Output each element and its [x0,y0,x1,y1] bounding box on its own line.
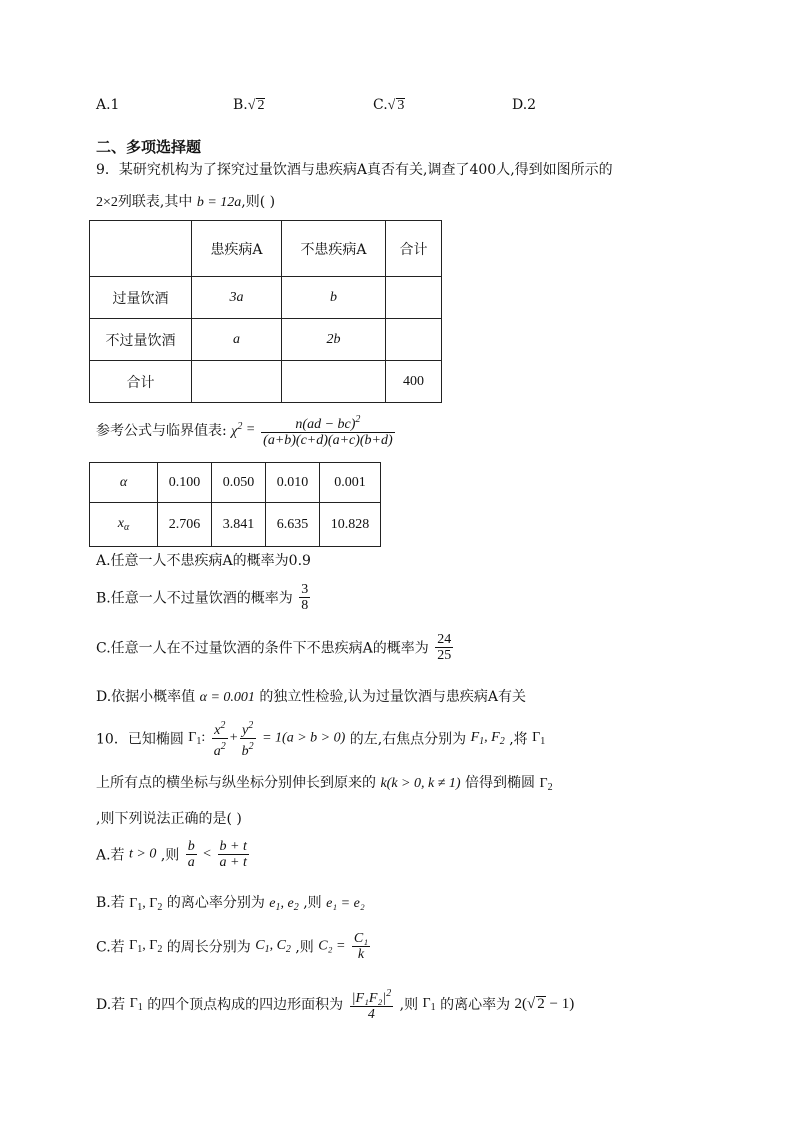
section-title: 二、多项选择题 [96,138,202,156]
critical-value-table [89,462,381,547]
table-cell: 6.635 [266,503,320,547]
table-cell [282,361,386,403]
table-cell: b [282,277,386,319]
table-cell [192,361,282,403]
table-cell [386,277,442,319]
q9-option-a: A.任意一人不患疾病A的概率为0.9 [96,553,311,569]
q8-option-c: C.√ 3 [373,97,405,113]
table-cell: α [90,463,158,503]
q8-option-a: A.1 [96,97,120,113]
q8-option-d: D.2 [512,97,537,113]
table-cell: 3a [192,277,282,319]
table-cell: 不过量饮酒 [90,319,192,361]
q8-option-b: B.√ 2 [233,97,265,113]
table-cell: 0.010 [266,463,320,503]
table-cell: 2.706 [158,503,212,547]
table-cell: 0.100 [158,463,212,503]
table-header: 患疾病A [192,221,282,277]
table-cell [386,319,442,361]
table-cell: 3.841 [212,503,266,547]
q9-stem-line2: 2×2列联表,其中 b = 12a,则( ) [96,194,276,210]
contingency-table [89,220,442,403]
q10-option-d: D.若 $\Gamma_1$ 的四个顶点构成的四边形面积为 $\frac{|F_1F_2|^2}{4}$ ,则 $\Gamma_1$ 的离心率为 2(√ 2 − 1) [96,988,575,1022]
table-cell: 10.828 [320,503,381,547]
q10-option-c: C.若 $\Gamma_1$, $\Gamma_2$ 的周长分别为 $C_1$, $C_2$ ,则 C₂ = $\frac{\text{C₁}}{k}$ [96,931,369,962]
table-cell: 2b [282,319,386,361]
q9-option-d: D.依据小概率值 α = 0.001 的独立性检验,认为过量饮酒与患疾病A有关 [96,689,526,705]
q10-stem-line3: ,则下列说法正确的是( ) [96,811,242,827]
table-cell: 400 [386,361,442,403]
table-header: 不患疾病A [282,221,386,277]
table-cell: 0.001 [320,463,381,503]
q10-stem-line1: 10．已知椭圆 $\Gamma_1$: $\frac{x^2}{a^2}$ + $\frac{y^2}{b^2}$ = 1(a > b > 0) 的左,右焦点分别为 $F_1$, $F_2$ ,将 $\Gamma_1$ [96,720,546,759]
table-cell: 0.050 [212,463,266,503]
table-cell: 过量饮酒 [90,277,192,319]
q9-option-b: B.任意一人不过量饮酒的概率为 $\frac{3}{8}$ [96,582,309,613]
table-cell: $x_\alpha$ [90,503,158,547]
chi-square-formula: 参考公式与临界值表: $\chi^2$ = $\frac{n(ad - bc)^2}{(a+b)(c+d)(a+c)(b+d)}$ [96,414,393,448]
table-cell: a [192,319,282,361]
q10-option-a: A.若 t > 0 ,则 $\frac{b}{a}$ < $\frac{b + t}{a + t}$ [96,839,247,870]
q9-option-c: C.任意一人在不过量饮酒的条件下不患疾病A的概率为 $\frac{24}{25}$ [96,632,452,663]
q10-stem-line2: 上所有点的横坐标与纵坐标分别伸长到原来的 k(k > 0, k ≠ 1) 倍得到椭圆 $\Gamma_2$ [96,775,553,793]
table-header: 合计 [386,221,442,277]
q9-stem-line1: 9．某研究机构为了探究过量饮酒与患疾病A真否有关,调查了400人,得到如图所示的 [96,162,613,178]
table-cell: 合计 [90,361,192,403]
q10-option-b: B.若 $\Gamma_1$, $\Gamma_2$ 的离心率分别为 $e_1$, $e_2$ ,则 e₁ = e₂ [96,895,365,913]
table-cell [90,221,192,277]
